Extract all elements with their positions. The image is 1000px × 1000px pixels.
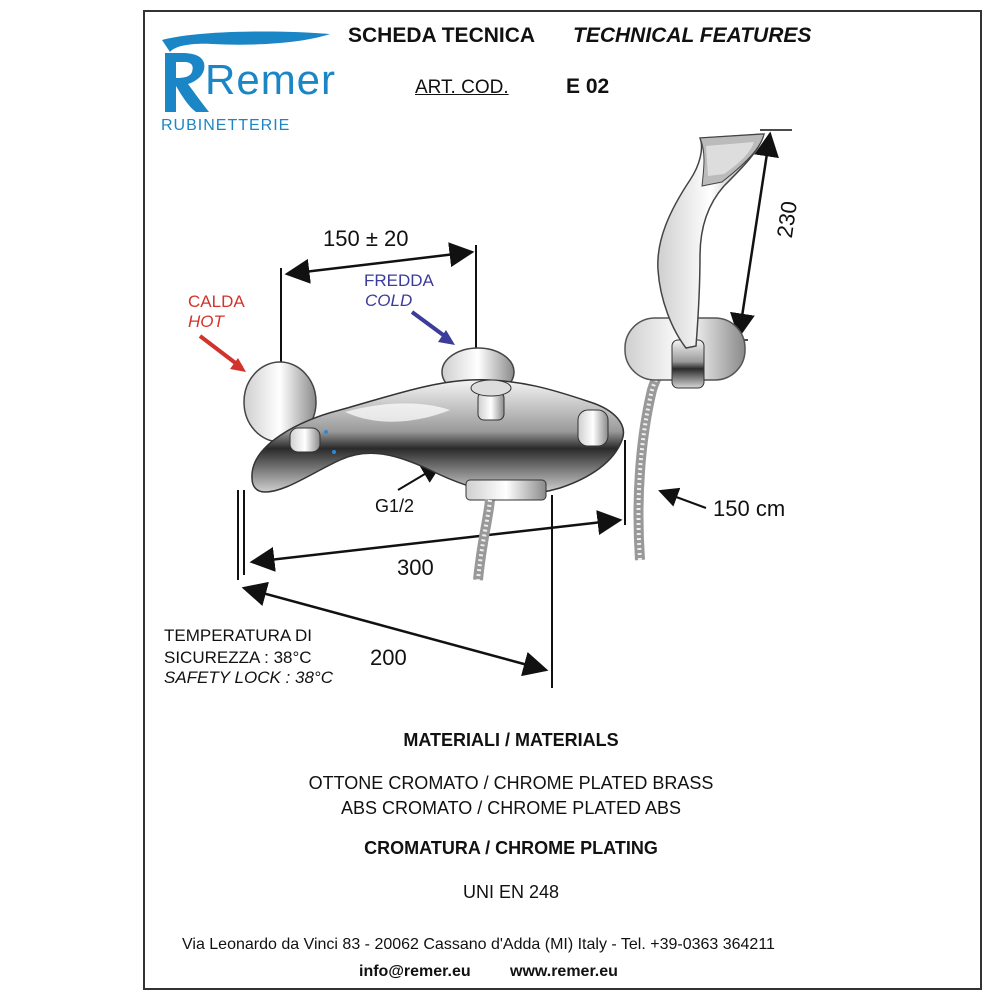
- logo-subtitle: RUBINETTERIE: [161, 117, 291, 134]
- material-line-2: ABS CROMATO / CHROME PLATED ABS: [340, 798, 682, 818]
- hose-length-label: 150 cm: [713, 496, 786, 521]
- inlet-spacing-dimension: 150 ± 20: [323, 226, 409, 251]
- logo-wordmark: Remer: [205, 56, 337, 103]
- company-address: Via Leonardo da Vinci 83 - 20062 Cassano d'Adda (MI) Italy - Tel. +39-0363 364211: [182, 936, 775, 953]
- outlet-thread-label: G1/2: [375, 496, 415, 516]
- article-code-value: E 02: [566, 75, 610, 98]
- handshower-length-dimension: 230: [772, 199, 802, 240]
- width-dimension: 300: [397, 555, 434, 580]
- depth-dimension: 200: [370, 645, 407, 670]
- safety-temp-it-line2: SICUREZZA : 38°C: [164, 648, 312, 667]
- plating-heading: CROMATURA / CHROME PLATING: [364, 838, 658, 858]
- cold-label-en: COLD: [365, 291, 413, 310]
- plating-standard: UNI EN 248: [462, 882, 560, 902]
- hose-pointer-arrow: [660, 491, 706, 508]
- mixer-body: [244, 348, 623, 500]
- safety-lock-en: SAFETY LOCK : 38°C: [164, 668, 333, 687]
- title-english: TECHNICAL FEATURES: [573, 24, 812, 47]
- material-line-1: OTTONE CROMATO / CHROME PLATED BRASS: [308, 773, 714, 793]
- website-link[interactable]: www.remer.eu: [510, 963, 618, 980]
- article-code-label: ART. COD.: [415, 77, 509, 98]
- cold-label-it: FREDDA: [364, 271, 434, 290]
- safety-temp-it-line1: TEMPERATURA DI: [164, 626, 312, 645]
- email-link[interactable]: info@remer.eu: [359, 963, 471, 980]
- title-italian: SCHEDA TECNICA: [348, 24, 536, 47]
- hot-label-en: HOT: [188, 312, 224, 331]
- hot-label-it: CALDA: [188, 292, 245, 311]
- hand-shower: [658, 134, 764, 348]
- dimension-arrow-300: [252, 520, 620, 562]
- materials-heading: MATERIALI / MATERIALS: [403, 730, 619, 750]
